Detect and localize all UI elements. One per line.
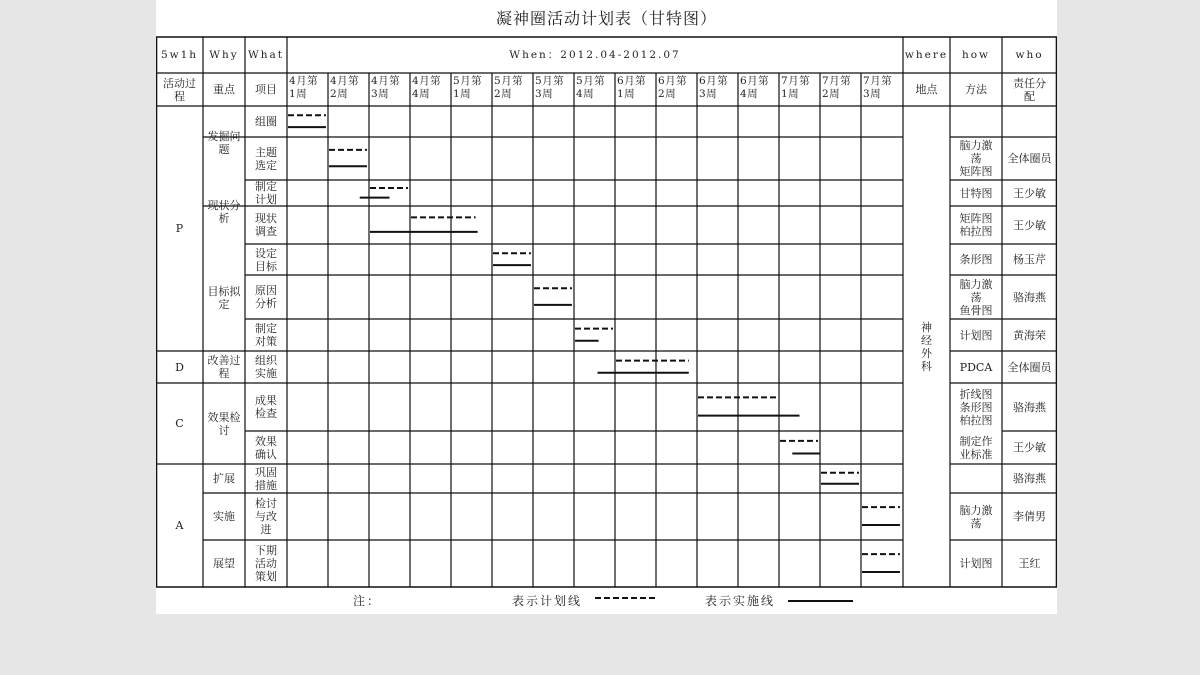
header-focus: 重点 bbox=[213, 83, 235, 96]
owner-label: 王红 bbox=[1018, 557, 1041, 570]
header-how: how bbox=[961, 48, 991, 61]
week-header: 4月第 1周 bbox=[289, 75, 319, 100]
method-label: 脑力激 荡 bbox=[959, 503, 993, 530]
legend-note: 注： bbox=[353, 593, 382, 608]
item-label: 设定 目标 bbox=[255, 246, 277, 273]
owner-label: 杨玉芹 bbox=[1013, 253, 1046, 266]
owner-label: 全体圈员 bbox=[1007, 360, 1052, 374]
method-label: 脑力激 荡 鱼骨图 bbox=[959, 277, 993, 317]
owner-label: 骆海燕 bbox=[1013, 400, 1046, 414]
item-label: 组圈 bbox=[255, 115, 277, 128]
week-header: 4月第 3周 bbox=[371, 75, 401, 100]
header-who: who bbox=[1015, 48, 1044, 61]
focus-group-label: 发掘问 题 bbox=[207, 130, 241, 156]
owner-label: 王少敏 bbox=[1013, 186, 1046, 200]
week-header: 5月第 4周 bbox=[576, 75, 606, 100]
item-label: 效果 确认 bbox=[255, 434, 277, 461]
item-label: 检讨 与改 进 bbox=[255, 497, 277, 536]
phase-label: D bbox=[175, 360, 184, 374]
method-label: 脑力激 荡 矩阵图 bbox=[959, 139, 993, 178]
header-owner: 责任分 配 bbox=[1013, 76, 1046, 103]
method-label: 条形图 bbox=[959, 253, 993, 266]
focus-group-label: 现状分 析 bbox=[207, 199, 241, 225]
week-header: 4月第 4周 bbox=[412, 75, 442, 100]
item-label: 现状 调查 bbox=[255, 212, 277, 238]
item-label: 成果 检查 bbox=[255, 394, 277, 420]
week-header: 6月第 3周 bbox=[699, 75, 729, 100]
header-when: When：2012.04-2012.07 bbox=[509, 48, 681, 61]
method-label: 矩阵图 柏拉图 bbox=[959, 212, 993, 238]
method-label: 计划图 bbox=[959, 328, 993, 342]
owner-label: 黄海荣 bbox=[1013, 328, 1046, 342]
header-where: where bbox=[904, 48, 949, 61]
week-header: 7月第 3周 bbox=[863, 75, 893, 100]
owner-label: 骆海燕 bbox=[1013, 290, 1046, 304]
header-why: Why bbox=[209, 48, 239, 61]
method-label: PDCA bbox=[959, 360, 993, 374]
header-item: 项目 bbox=[255, 83, 277, 96]
owner-label: 李倩男 bbox=[1013, 510, 1046, 523]
header-5w1h: 5w1h bbox=[160, 48, 199, 61]
week-header: 6月第 1周 bbox=[617, 75, 647, 100]
header-method: 方法 bbox=[965, 83, 987, 96]
method-label bbox=[950, 106, 1002, 137]
week-header: 5月第 3周 bbox=[535, 75, 565, 100]
method-label: 制定作 业标准 bbox=[959, 434, 993, 461]
legend-plan-label: 表示计划线 bbox=[512, 593, 583, 608]
legend-actual-label: 表示实施线 bbox=[705, 593, 776, 608]
method-label bbox=[950, 464, 1002, 493]
header-process: 活动过 程 bbox=[163, 76, 196, 103]
header-place: 地点 bbox=[915, 83, 938, 96]
phase-label: A bbox=[175, 519, 184, 532]
phase-label: P bbox=[175, 222, 184, 235]
focus-group-label: 扩展 bbox=[213, 472, 235, 485]
item-label: 制定 对策 bbox=[255, 322, 277, 348]
owner-label bbox=[1002, 106, 1057, 137]
focus-group-label: 实施 bbox=[213, 510, 235, 523]
week-header: 5月第 2周 bbox=[494, 75, 524, 100]
gantt-sheet bbox=[156, 0, 1057, 614]
owner-label: 王少敏 bbox=[1013, 441, 1046, 454]
method-label: 甘特图 bbox=[959, 186, 993, 200]
week-header: 7月第 1周 bbox=[781, 75, 811, 100]
week-header: 6月第 2周 bbox=[658, 75, 688, 100]
focus-group-label: 目标拟 定 bbox=[207, 284, 241, 311]
focus-group-label: 改善过 程 bbox=[207, 354, 241, 380]
owner-label: 骆海燕 bbox=[1013, 472, 1046, 485]
owner-label: 王少敏 bbox=[1013, 218, 1046, 232]
item-label: 原因 分析 bbox=[255, 284, 277, 310]
item-label: 主题 选定 bbox=[255, 145, 277, 172]
item-label: 制定 计划 bbox=[255, 180, 277, 206]
header-what: What bbox=[247, 48, 285, 61]
week-header: 4月第 2周 bbox=[330, 75, 360, 100]
owner-label: 全体圈员 bbox=[1007, 152, 1052, 165]
method-label: 计划图 bbox=[959, 557, 993, 570]
focus-group-label: 效果检 讨 bbox=[207, 410, 241, 437]
week-header: 6月第 4周 bbox=[740, 75, 770, 100]
item-label: 组织 实施 bbox=[255, 354, 277, 380]
focus-group-label: 展望 bbox=[213, 557, 235, 570]
item-label: 下期 活动 策划 bbox=[255, 544, 277, 583]
week-header: 5月第 1周 bbox=[453, 75, 483, 100]
method-label: 折线图 条形图 柏拉图 bbox=[959, 387, 993, 427]
place-label: 神 经 外 科 bbox=[921, 320, 932, 373]
phase-label: C bbox=[175, 417, 184, 430]
week-header: 7月第 2周 bbox=[822, 75, 852, 100]
item-label: 巩固 措施 bbox=[255, 465, 277, 492]
page-title: 凝神圈活动计划表（甘特图） bbox=[495, 9, 717, 28]
